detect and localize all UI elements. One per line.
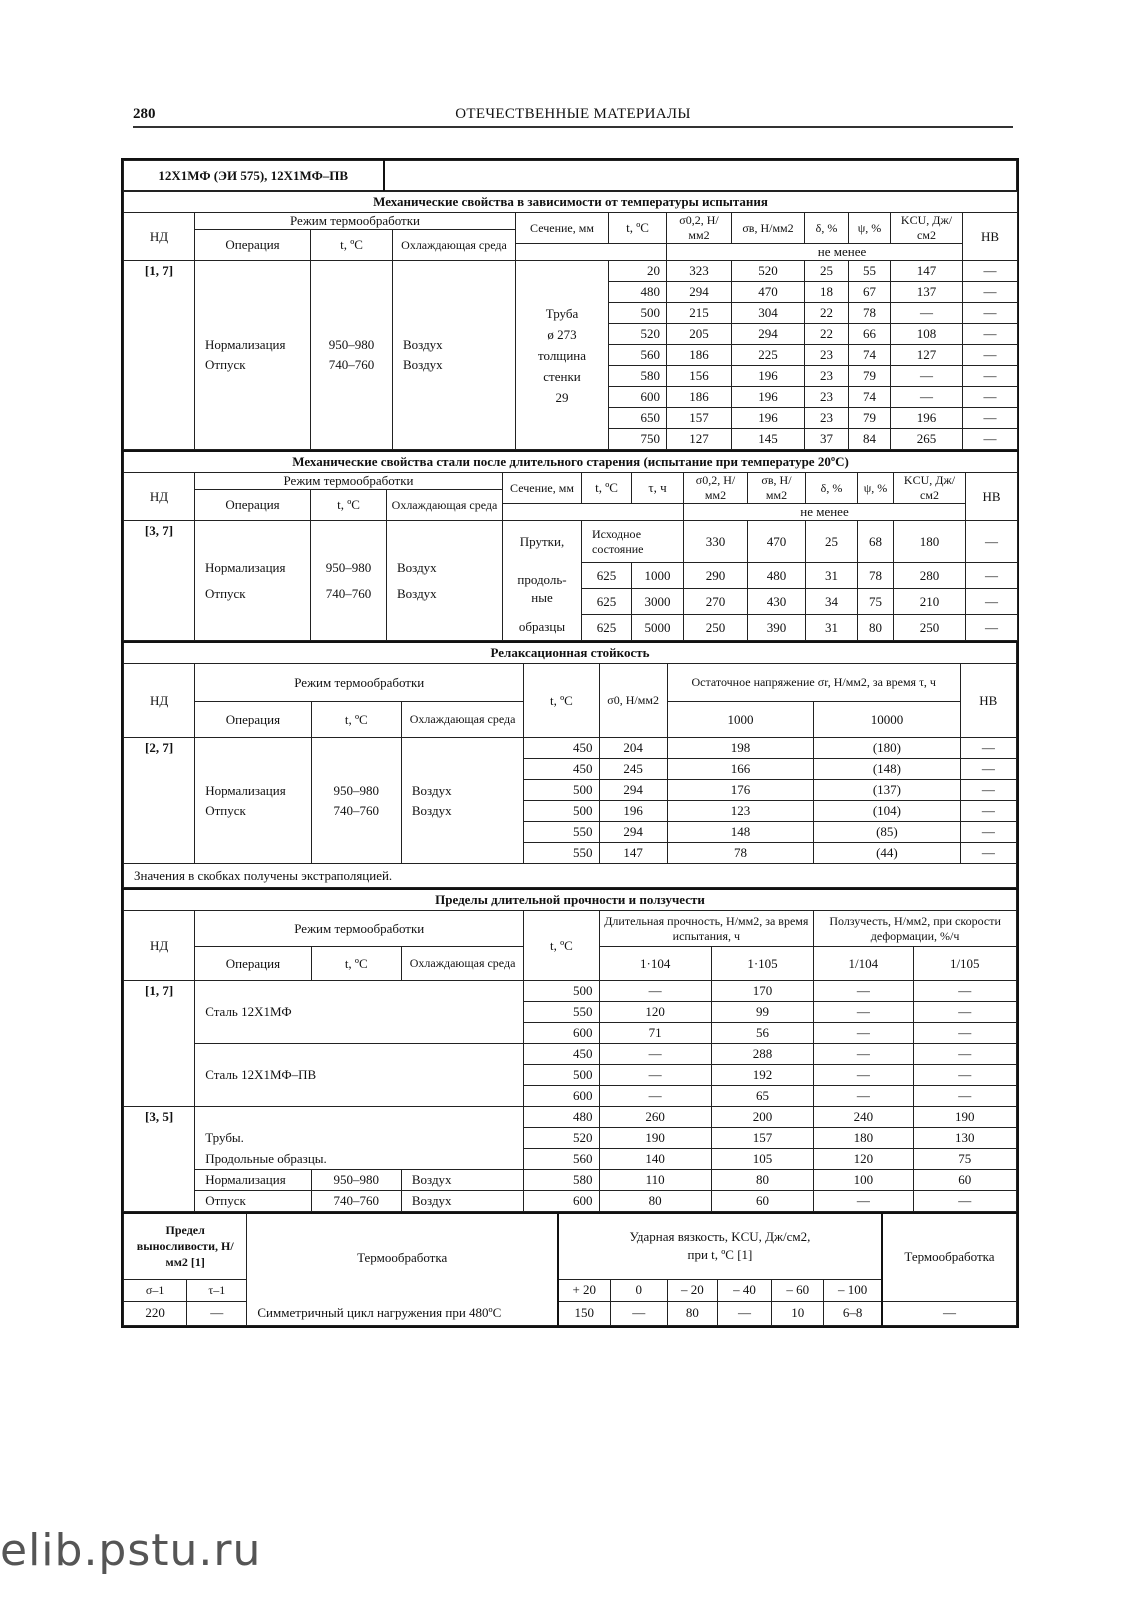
table-row: 550 147 78 (44) —	[124, 843, 1017, 864]
col-cooling: Охлаждающая среда	[401, 702, 523, 738]
col-sigma0: σ0, Н/мм2	[599, 664, 667, 738]
col-treat-temp: t, ºС	[311, 947, 401, 981]
col-10000: 10000	[814, 702, 960, 738]
operation-list: Нормализация Отпуск	[195, 521, 311, 641]
col-section: Сечение, мм	[503, 473, 582, 504]
table-fatigue-impact: Предел выносливости, Н/мм2 [1] Термообработка Ударная вязкость, KCU, Дж/см2, при t, ºС [1] Термообработка σ–1 τ–1 + 20 0 – 20 – 40 – 60 – 100 220 — Симметричный цикл нагружения при 480ºС 150 — 80 — 10 6–8 —	[123, 1212, 1017, 1326]
col-creep-1e5: 1/105	[913, 947, 1017, 981]
cooling: Воздух	[401, 1191, 523, 1212]
pipes-label: Трубы.	[195, 1128, 524, 1149]
col-kcu: KCU, Дж/см2	[894, 473, 966, 504]
col-treat-temp: t, ºС	[311, 230, 393, 261]
page-header	[133, 104, 1013, 128]
col-cooling: Охлаждающая среда	[393, 230, 516, 261]
nd-ref: [3, 7]	[124, 521, 195, 641]
nd-ref: [2, 7]	[124, 738, 195, 864]
section-desc: образцы	[503, 615, 582, 641]
table-row: 480 294 470 18 67 137 —	[124, 282, 1018, 303]
nd-ref: [1, 7]	[124, 981, 195, 1107]
col-kcu: KCU, Дж/см2	[891, 213, 963, 244]
table-row: 650 157 196 23 79 196 —	[124, 408, 1018, 429]
cooling-list: Воздух Воздух	[387, 521, 503, 641]
label-min: не менее	[684, 504, 966, 521]
section-title: Пределы длительной прочности и ползучести	[124, 889, 1017, 911]
table-row: 500 196 123 (104) —	[124, 801, 1017, 822]
section-desc: продоль- ные	[503, 563, 582, 615]
section-desc: Прутки,	[503, 521, 582, 563]
col-sigma02: σ0,2, Н/мм2	[667, 213, 732, 244]
col-treat-temp: t, ºС	[311, 702, 401, 738]
col-section: Сечение, мм	[516, 213, 609, 244]
col-hb: НВ	[960, 664, 1016, 738]
col-nd: НД	[124, 664, 195, 738]
cell: 20	[609, 261, 667, 282]
steel-label: Сталь 12Х1МФ–ПВ	[195, 1044, 524, 1107]
nd-ref: [1, 7]	[124, 261, 195, 450]
treat-temp: 740–760	[311, 1191, 401, 1212]
table-row: 600 — 65 — —	[124, 1086, 1017, 1107]
section-title: Релаксационная стойкость	[124, 642, 1017, 664]
cooling: Воздух	[401, 1170, 523, 1191]
col-long-strength: Длительная прочность, Н/мм2, за время испытания, ч	[599, 911, 814, 947]
col-treatment-2: Термообработка	[882, 1213, 1017, 1301]
steel-label: Сталь 12Х1МФ	[195, 981, 524, 1044]
table-row: 580 156 196 23 79 — —	[124, 366, 1018, 387]
table-row: 500 294 176 (137) —	[124, 780, 1017, 801]
col-regime: Режим термообработки	[195, 473, 503, 490]
col-sigma-1: σ–1	[124, 1279, 187, 1301]
tau-value: —	[187, 1301, 247, 1325]
table-row: 500 215 304 22 78 — —	[124, 303, 1018, 324]
cell: 147	[891, 261, 963, 282]
table-long-strength: Пределы длительной прочности и ползучести НД Режим термообработки t, ºС Длительная прочность, Н/мм2, за время испытания, ч Ползучесть, Н/мм2, при скорости деформации, %/ч Операция t, ºС Охлаждающая среда 1·104 1·105 1/104 1/105 [1, 7] Сталь 12Х1МФ 500 — 170 — — 550 120 99 — — 600 71 56 — — Сталь 12Х1МФ–ПВ 450 — 288 — — 500 — 192 — — 600 — 65 — — [3, 5] 480 260 200 240 190 Трубы. 520 190 157 180 130 Продольные образцы. 560 140 105 120 75 Нормализация 950–980 Воздух 580 110 80 100 60 Отпуск 740–760 Воздух 600 80 60 — —	[123, 888, 1017, 1212]
label-min: не менее	[667, 244, 1018, 261]
page-number: 280	[133, 106, 156, 122]
cooling-list: Воздух Воздух	[401, 738, 523, 864]
table-row: 750 127 145 37 84 265 —	[124, 429, 1018, 450]
table-row: 450 245 166 (148) —	[124, 759, 1017, 780]
material-name: 12Х1МФ (ЭИ 575), 12Х1МФ–ПВ	[124, 161, 384, 191]
col-fatigue: Предел выносливости, Н/мм2 [1]	[124, 1213, 247, 1279]
col-1e4: 1·104	[599, 947, 711, 981]
col-operation: Операция	[195, 947, 311, 981]
table-row: 550 294 148 (85) —	[124, 822, 1017, 843]
table-row: 560 186 225 23 74 127 —	[124, 345, 1018, 366]
col-sigma02: σ0,2, Н/мм2	[684, 473, 748, 504]
col-sigmav: σв, Н/мм2	[748, 473, 806, 504]
cooling-list: Воздух Воздух	[393, 261, 516, 450]
col-psi: ψ, %	[849, 213, 891, 244]
col-cooling: Охлаждающая среда	[387, 490, 503, 521]
treat-temp-list: 950–980 740–760	[311, 261, 393, 450]
sigma-value: 220	[124, 1301, 187, 1325]
table-row: 500 — 192 — —	[124, 1065, 1017, 1086]
col-1e5: 1·105	[711, 947, 813, 981]
col-creep-1e4: 1/104	[814, 947, 913, 981]
col-psi: ψ, %	[858, 473, 894, 504]
table-row: 550 120 99 — —	[124, 1002, 1017, 1023]
running-title: ОТЕЧЕСТВЕННЫЕ МАТЕРИАЛЫ	[455, 106, 691, 122]
col-creep: Ползучесть, Н/мм2, при скорости деформации, %/ч	[814, 911, 1017, 947]
cell: —	[963, 261, 1018, 282]
operation-list: Нормализация Отпуск	[195, 261, 311, 450]
initial-state: Исходное состояние	[582, 521, 684, 563]
col-nd: НД	[124, 473, 195, 521]
cycle-desc: Симметричный цикл нагружения при 480ºС	[247, 1301, 558, 1325]
col-tau: τ, ч	[632, 473, 684, 504]
col-delta: δ, %	[805, 213, 849, 244]
table-relaxation: Релаксационная стойкость НД Режим термообработки t, ºС σ0, Н/мм2 Остаточное напряжение σr, Н/мм2, за время τ, ч НВ Операция t, ºС Охлаждающая среда 1000 10000 [2, 7] Нормализация Отпуск 950–980 740–760 Воздух Воздух 450 204 198 (180) — 450 245 166 (148) — 500 294 176 (137) — 500 196 123 (104) — 550 294 148 (85) — 550 147 78 (44) — Значения в скобках получены экстраполяцией.	[123, 641, 1017, 888]
col-test-temp: t, ºС	[609, 213, 667, 244]
cell: 323	[667, 261, 732, 282]
col-hb: НВ	[966, 473, 1018, 521]
table-row: 520 205 294 22 66 108 —	[124, 324, 1018, 345]
cell: 55	[849, 261, 891, 282]
cell: 25	[805, 261, 849, 282]
treat-temp-list: 950–980 740–760	[311, 521, 387, 641]
col-cooling: Охлаждающая среда	[401, 947, 523, 981]
cell: 520	[732, 261, 805, 282]
material-card	[121, 158, 1019, 1328]
col-regime: Режим термообработки	[195, 213, 516, 230]
col-impact: Ударная вязкость, KCU, Дж/см2, при t, ºС [1]	[558, 1213, 882, 1279]
table-temperature-properties	[123, 191, 1018, 450]
col-regime: Режим термообработки	[195, 664, 524, 702]
col-residual: Остаточное напряжение σr, Н/мм2, за время τ, ч	[667, 664, 960, 702]
operation-list: Нормализация Отпуск	[195, 738, 311, 864]
col-regime: Режим термообработки	[195, 911, 524, 947]
section-title: Механические свойства стали после длительного старения (испытание при температуре 20ºС)	[124, 451, 1018, 473]
note: Значения в скобках получены экстраполяцией.	[124, 864, 1017, 888]
col-operation: Операция	[195, 490, 311, 521]
col-test-temp: t, ºС	[524, 664, 599, 738]
col-operation: Операция	[195, 702, 311, 738]
col-treat-temp: t, ºС	[311, 490, 387, 521]
operation: Нормализация	[195, 1170, 311, 1191]
col-treatment: Термообработка	[247, 1213, 558, 1301]
treat-temp: 950–980	[311, 1170, 401, 1191]
col-tau-1: τ–1	[187, 1279, 247, 1301]
section-title: Механические свойства в зависимости от температуры испытания	[124, 192, 1018, 213]
nd-ref: [3, 5]	[124, 1107, 195, 1212]
col-hb: НВ	[963, 213, 1018, 261]
treat-temp-list: 950–980 740–760	[311, 738, 401, 864]
table-row: 600 71 56 — —	[124, 1023, 1017, 1044]
col-sigmav: σв, Н/мм2	[732, 213, 805, 244]
col-nd: НД	[124, 911, 195, 981]
section-desc: Труба ø 273 толщина стенки 29	[516, 261, 609, 450]
col-nd: НД	[124, 213, 195, 261]
watermark: elib.pstu.ru	[0, 1525, 262, 1576]
col-test-temp: t, ºС	[582, 473, 632, 504]
col-1000: 1000	[667, 702, 813, 738]
col-test-temp: t, ºС	[524, 911, 599, 981]
table-row: 600 186 196 23 74 — —	[124, 387, 1018, 408]
material-title-table	[123, 160, 1017, 191]
operation: Отпуск	[195, 1191, 311, 1212]
col-operation: Операция	[195, 230, 311, 261]
col-delta: δ, %	[806, 473, 858, 504]
samples-label: Продольные образцы.	[195, 1149, 524, 1170]
table-aging-properties: Механические свойства стали после длительного старения (испытание при температуре 20ºС) НД Режим термообработки Сечение, мм t, ºС τ, ч σ0,2, Н/мм2 σв, Н/мм2 δ, % ψ, % KCU, Дж/см2 НВ Операция t, ºС Охлаждающая среда не менее [3, 7] Нормализация Отпуск 950–980 740–760 Воздух Воздух Прутки, Исходное состояние 330 470 25 68 180 — продоль- ные 625 1000 290 480 31 78 280 — 625 3000 270 430 34 75 210 — образцы 625 5000 250 390 31 80 250 —	[123, 450, 1018, 641]
